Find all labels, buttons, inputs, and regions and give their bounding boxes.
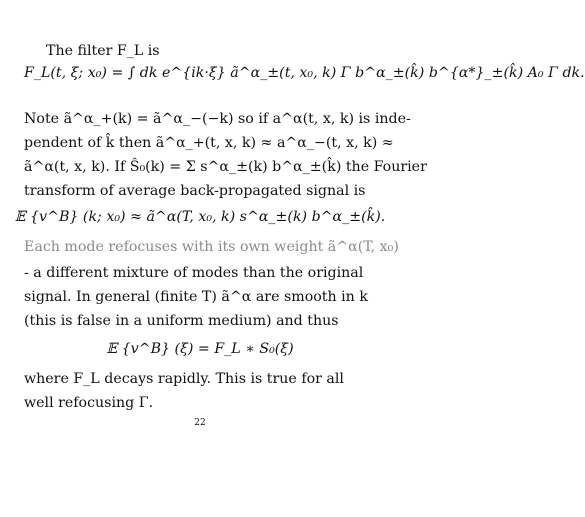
equation-convolution: 𝔼 {v^B} (ξ) = F_L ∗ S₀(ξ) [106,341,294,357]
text-line-6: transform of average back-propagated signal is [24,183,366,199]
text-line-9: - a different mixture of modes than the original [24,265,364,281]
text-line-13: where F_L decays rapidly. This is true for all [24,371,344,387]
text-line-10: signal. In general (finite T) ã^α are smooth in k [24,289,368,305]
text-line-8: Each mode refocuses with its own weight ã^α(T, x₀) [24,239,399,255]
text-line-1: The filter F_L is [46,43,160,59]
equation-backprop: 𝔼 {v^B} (k; x₀) ≈ ã^α(T, x₀, k) s^α_±(k) b^α_±(k̂). [14,209,386,225]
text-line-11: (this is false in a uniform medium) and thus [24,313,339,329]
text-line-5: ã^α(t, x, k). If Ŝ₀(k) = Σ s^α_±(k) b^α_±(k̂) the Fourier [24,159,427,175]
page-number: 22 [194,418,206,428]
equation-filter: F_L(t, ξ; x₀) = ∫ dk e^{ik·ξ} ã^α_±(t, x₀, k) Γ b^α_±(k̂) b^{α*}_±(k̂) A₀ Γ dk. [24,65,585,81]
text-line-3: Note ã^α_+(k) = ã^α_−(−k) so if a^α(t, x, k) is inde- [24,111,411,127]
text-line-14: well refocusing Γ. [24,395,154,411]
text-line-4: pendent of k̂ then ã^α_+(t, x, k) ≈ a^α_−(t, x, k) ≈ [24,135,394,151]
